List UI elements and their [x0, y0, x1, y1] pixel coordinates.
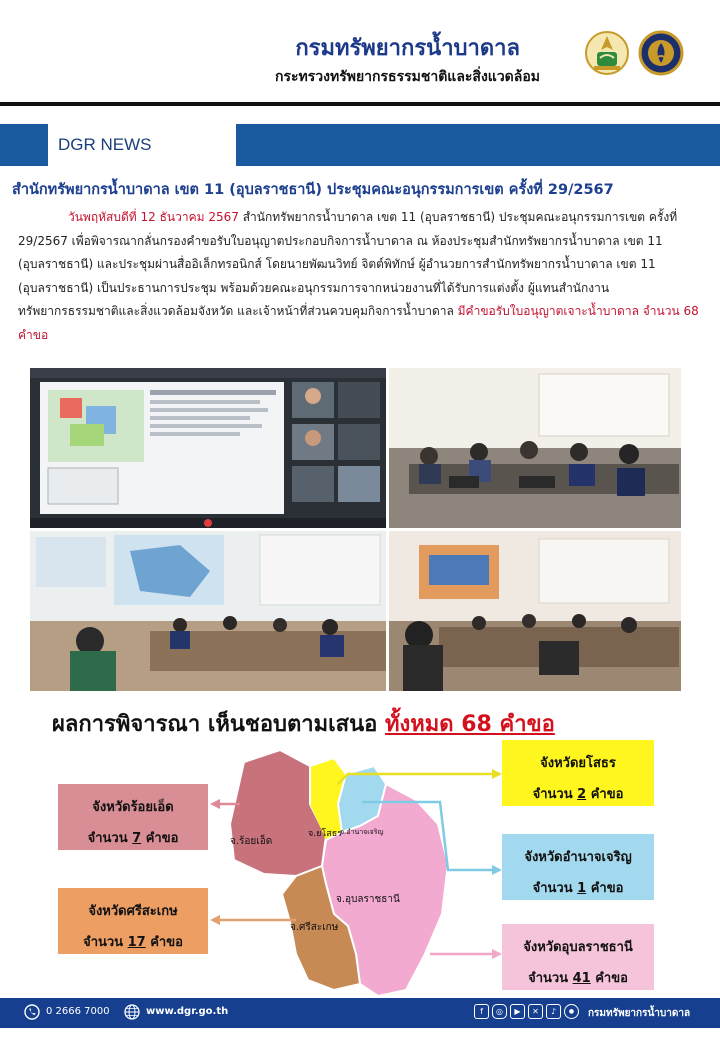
news-highlight: มีคำขอรับใบอนุญาตเจาะน้ำบาดาล จำนวน 68 คำขอ [18, 304, 699, 342]
result-heading [52, 706, 555, 741]
province-count-roiet: จำนวน 7 คำขอ [87, 831, 179, 846]
news-headline: สำนักทรัพยากรน้ำบาดาล เขต 11 (อุบลราชธานี) ประชุมคณะอนุกรรมการเขต ครั้งที่ 29/2567 [12, 182, 614, 198]
province-name-sisaket: จังหวัดศรีสะเกษ [88, 904, 178, 919]
result-total: ทั้งหมด 68 คำขอ [385, 712, 555, 737]
ministry-name: กระทรวงทรัพยากรธรรมชาติและสิ่งแวดล้อม [275, 69, 540, 85]
province-name-roiet: จังหวัดร้อยเอ็ด [92, 800, 174, 815]
result-prefix: ผลการพิจารณา เห็นชอบตามเสนอ [52, 712, 386, 737]
ministry-emblem-icon [584, 30, 630, 76]
meeting-room-photo-2 [30, 531, 386, 691]
phone-icon [24, 1004, 40, 1020]
province-box-roiet [58, 784, 208, 850]
news-body-text: สำนักทรัพยากรน้ำบาดาล เขต 11 (อุบลราชธานี) ประชุมคณะอนุกรรมการเขต ครั้งที่ 29/2567 เพื่อพิจารณากลั่นกรองคำขอรับใบอนุญาตประกอบกิจการน้ำบาดาล ณ ห้องประชุมสำนักทรัพยากรน้ำบาดาล เขต 11 (อุบลราชธานี) และประชุมผ่านสื่ออิเล็กทรอนิกส์ โดยนายพัฒนวิทย์ จิตต์พิทักษ์ ผู้อำนวยการสำนักทรัพยากรน้ำบาดาล เขต 11 (อุบลราชธานี) เป็นประธานการประชุม พร้อมด้วยคณะอนุกรรมการจากหน่วยงานที่ได้รับการแต่งตั้ง ผู้แทนสำนักงานทรัพยากรธรรมชาติและสิ่งแวดล้อมจังหวัด และเจ้าหน้าที่ส่วนควบคุมกิจการน้ำบาดาล [18, 210, 678, 318]
province-count-sisaket: จำนวน 17 คำขอ [83, 935, 183, 950]
province-box-ubon [502, 924, 654, 990]
footer-phone[interactable]: 0 2666 7000 [46, 1006, 110, 1017]
header-divider [0, 102, 720, 106]
province-box-amnat [502, 834, 654, 900]
page-footer [0, 998, 720, 1028]
province-box-yasothon [502, 740, 654, 806]
map-label-ubon: จ.อุบลราชธานี [336, 894, 400, 905]
news-date: วันพฤหัสบดีที่ 12 ธันวาคม 2567 [68, 210, 239, 224]
map-label-amnat: จ.อำนาจเจริญ [340, 828, 384, 836]
map-label-roiet: จ.ร้อยเอ็ด [230, 836, 273, 847]
dgr-emblem-icon [638, 30, 684, 76]
footer-website[interactable]: www.dgr.go.th [146, 1006, 229, 1017]
meeting-room-photo-3 [389, 531, 681, 691]
org-name: กรมทรัพยากรน้ำบาดาล [295, 36, 520, 61]
facebook-icon[interactable]: f [474, 1004, 489, 1019]
province-count-amnat: จำนวน 1 คำขอ [532, 881, 624, 896]
band-left-block [0, 124, 48, 166]
band-right-block [236, 124, 720, 166]
globe-icon [124, 1004, 140, 1020]
page-header [0, 0, 720, 100]
line-icon[interactable]: ● [564, 1004, 579, 1019]
province-box-sisaket [58, 888, 208, 954]
news-body [18, 206, 702, 347]
news-band [0, 124, 720, 166]
news-label: DGR NEWS [58, 135, 152, 154]
province-name-amnat: จังหวัดอำนาจเจริญ [524, 850, 632, 865]
video-conference-photo [30, 368, 386, 528]
meeting-room-photo-1 [389, 368, 681, 528]
province-name-yasothon: จังหวัดยโสธร [540, 756, 616, 771]
instagram-icon[interactable]: ◎ [492, 1004, 507, 1019]
x-icon[interactable]: ✕ [528, 1004, 543, 1019]
province-map [210, 744, 510, 1000]
map-label-sisaket: จ.ศรีสะเกษ [290, 922, 339, 933]
youtube-icon[interactable]: ▶ [510, 1004, 525, 1019]
province-name-ubon: จังหวัดอุบลราชธานี [523, 940, 633, 955]
footer-account[interactable]: กรมทรัพยากรน้ำบาดาล [588, 1008, 691, 1019]
province-count-ubon: จำนวน 41 คำขอ [528, 971, 628, 986]
map-label-yasothon: จ.ยโสธร [308, 829, 343, 839]
province-count-yasothon: จำนวน 2 คำขอ [532, 787, 624, 802]
tiktok-icon[interactable]: ♪ [546, 1004, 561, 1019]
